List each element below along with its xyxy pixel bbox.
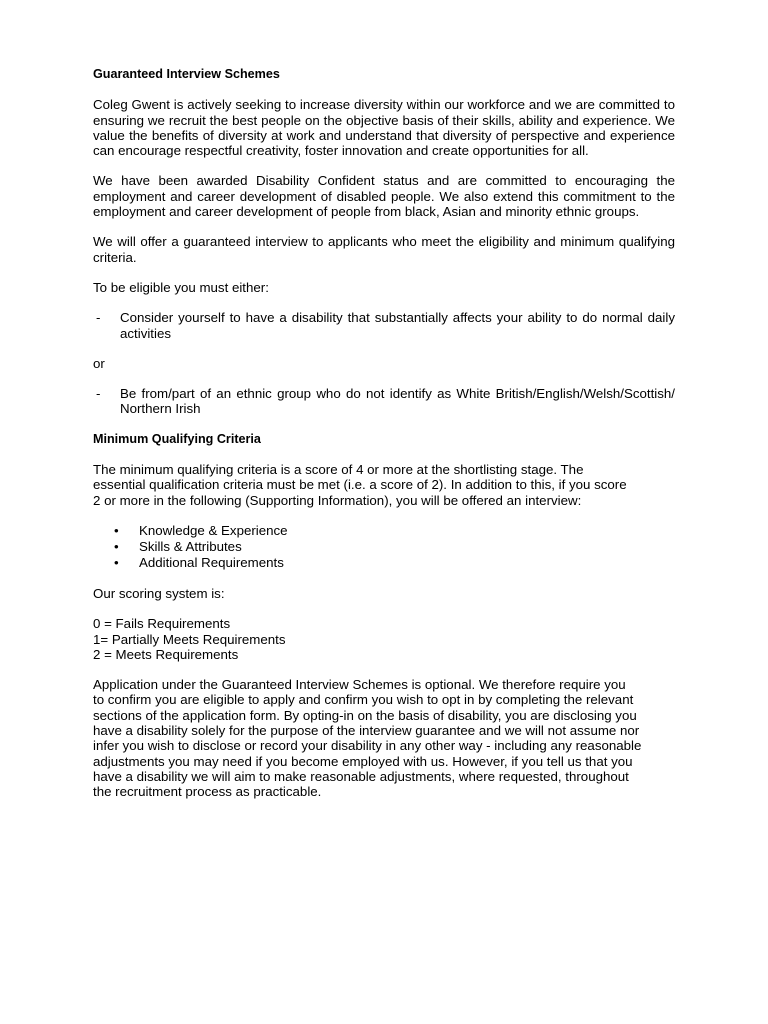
guaranteed-offer-paragraph: We will offer a guaranteed interview to applicants who meet the eligibility and minimum qualifying criteria. [93, 234, 675, 265]
criteria-item-text: Knowledge & Experience [139, 522, 288, 538]
criteria-item-text: Additional Requirements [139, 554, 284, 570]
intro-paragraph: Coleg Gwent is actively seeking to increase diversity within our workforce and we are committed to ensuring we recruit the best people on the objective basis of their skills, ability and experience. We value the benefits of diversity at work and understand that diversity of perspective and experience can encourage respectful creativity, foster innovation and create opportunities for all. [93, 97, 675, 159]
criteria-paragraph [93, 462, 675, 508]
text-line: Application under the Guaranteed Interview Schemes is optional. We therefore require you [93, 677, 626, 693]
dash-marker: - [96, 386, 101, 402]
eligibility-item-text: Consider yourself to have a disability that substantially affects your ability to do normal daily activities [120, 310, 675, 341]
text-line: essential qualification criteria must be met (i.e. a score of 2). In addition to this, if you score [93, 477, 627, 493]
text-line: to confirm you are eligible to apply and confirm you wish to opt in by completing the relevant [93, 692, 634, 708]
text-line: have a disability we will aim to make reasonable adjustments, where requested, throughout [93, 768, 629, 784]
text-line: have a disability solely for the purpose of the interview guarantee and we will not assume nor [93, 723, 640, 739]
list-item [93, 555, 675, 571]
or-text: or [93, 355, 105, 371]
text-line: infer you wish to disclose or record your disability in any other way - including any reasonable [93, 738, 642, 754]
bullet-marker: • [114, 538, 119, 554]
scoring-item: 2 = Meets Requirements [93, 646, 239, 662]
text-line: adjustments you may need if you become employed with us. However, if you tell us that you [93, 753, 633, 769]
scoring-list [93, 616, 675, 662]
bullet-marker: • [114, 522, 119, 538]
list-item [93, 539, 675, 555]
text-line: The minimum qualifying criteria is a score of 4 or more at the shortlisting stage. The [93, 462, 584, 478]
disability-confident-paragraph: We have been awarded Disability Confident status and are committed to encouraging the employment and career development of disabled people. We also extend this commitment to the employment and career development of people from black, Asian and minority ethnic groups. [93, 173, 675, 220]
criteria-heading: Minimum Qualifying Criteria [93, 431, 261, 446]
list-item [93, 523, 675, 539]
eligibility-list-2 [93, 386, 675, 417]
page-title: Guaranteed Interview Schemes [93, 67, 280, 81]
document-page [93, 67, 675, 815]
criteria-list [93, 523, 675, 571]
list-item [93, 310, 675, 341]
scoring-item: 1= Partially Meets Requirements [93, 631, 286, 647]
list-item [93, 386, 675, 417]
scoring-item: 0 = Fails Requirements [93, 616, 231, 632]
dash-marker: - [96, 310, 101, 326]
scoring-intro: Our scoring system is: [93, 585, 225, 601]
eligibility-item-text: Be from/part of an ethnic group who do not identify as White British/English/Welsh/Scottish/ Northern Irish [120, 386, 675, 417]
text-line: 2 or more in the following (Supporting Information), you will be offered an interview: [93, 492, 582, 508]
eligibility-intro: To be eligible you must either: [93, 279, 269, 295]
text-line: the recruitment process as practicable. [93, 784, 322, 800]
closing-paragraph [93, 677, 675, 799]
criteria-item-text: Skills & Attributes [139, 538, 242, 554]
text-line: sections of the application form. By opting-in on the basis of disability, you are disclosing you [93, 707, 637, 723]
eligibility-list [93, 310, 675, 341]
bullet-marker: • [114, 554, 119, 570]
